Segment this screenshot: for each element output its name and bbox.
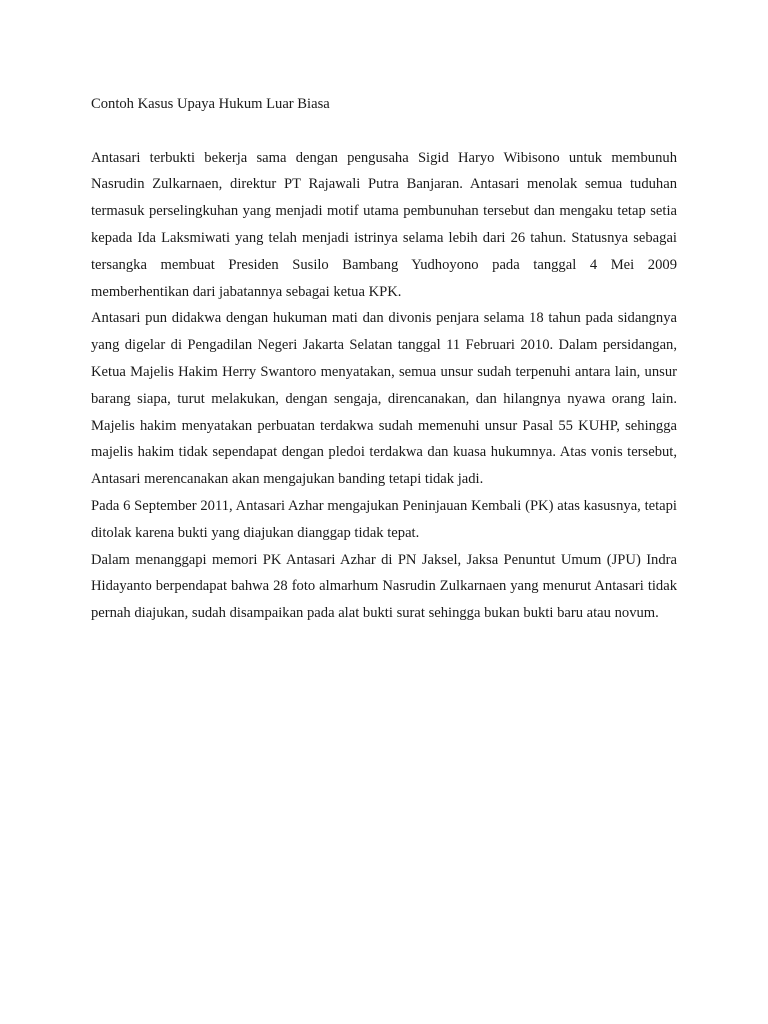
blank-line bbox=[91, 118, 677, 145]
paragraph-4: Dalam menanggapi memori PK Antasari Azhar di PN Jaksel, Jaksa Penuntut Umum (JPU) Indra Hidayanto berpendapat bahwa 28 foto almarhum Nasrudin Zulkarnaen yang menurut Antasari tidak pernah diajukan, sudah disampaikan pada alat bukti surat sehingga bukan bukti baru atau novum. bbox=[91, 551, 677, 622]
paragraph-2: Antasari pun didakwa dengan hukuman mati dan divonis penjara selama 18 tahun pada sidangnya yang digelar di Pengadilan Negeri Jakarta Selatan tanggal 11 Februari 2010. Dalam persidangan, Ketua Majelis Hakim Herry Swantoro menyatakan, semua unsur sudah terpenuhi antara lain, unsur barang siapa, turut melakukan, dengan sengaja, direncanakan, dan hilangnya nyawa orang lain. Majelis hakim menyatakan perbuatan terdakwa sudah memenuhi unsur Pasal 55 KUHP, sehingga majelis hakim tidak sependapat dengan pledoi terdakwa dan kuasa hukumnya. Atas vonis tersebut, Antasari merencanakan akan mengajukan banding tetapi tidak jadi. bbox=[91, 310, 677, 488]
document-title: Contoh Kasus Upaya Hukum Luar Biasa bbox=[91, 96, 330, 112]
paragraph-3: Pada 6 September 2011, Antasari Azhar mengajukan Peninjauan Kembali (PK) atas kasusnya, tetapi ditolak karena bukti yang diajukan dianggap tidak tepat. bbox=[91, 497, 677, 541]
document-body bbox=[91, 91, 677, 627]
paragraph-1: Antasari terbukti bekerja sama dengan pengusaha Sigid Haryo Wibisono untuk membunuh Nasrudin Zulkarnaen, direktur PT Rajawali Putra Banjaran. Antasari menolak semua tuduhan termasuk perselingkuhan yang menjadi motif utama pembunuhan tersebut dan mengaku tetap setia kepada Ida Laksmiwati yang telah menjadi istrinya selama lebih dari 26 tahun. Statusnya sebagai tersangka membuat Presiden Susilo Bambang Yudhoyono pada tanggal 4 Mei 2009 memberhentikan dari jabatannya sebagai ketua KPK. bbox=[91, 149, 677, 300]
